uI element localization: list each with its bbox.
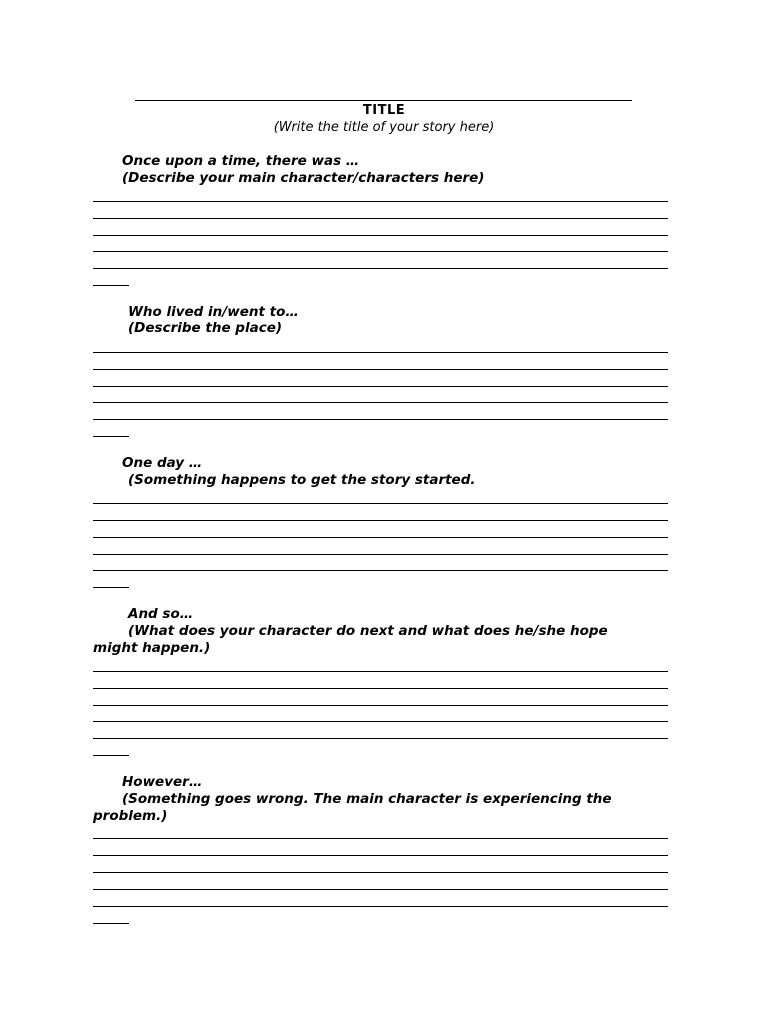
section-5-instruction: (Something goes wrong. The main character is experiencing the problem.): [93, 791, 612, 824]
section-4-writing-line[interactable]: [93, 688, 668, 689]
page-title: TITLE: [362, 103, 406, 118]
section-4-writing-line-end[interactable]: [93, 755, 129, 756]
section-5-writing-line[interactable]: [93, 906, 668, 907]
section-3-writing-line[interactable]: [93, 537, 668, 538]
section-3-instruction: (Something happens to get the story started.: [128, 472, 476, 488]
section-4-writing-line[interactable]: [93, 705, 668, 706]
section-2-heading: Who lived in/went to…: [128, 304, 299, 320]
section-4-heading: And so…: [128, 606, 194, 622]
section-2-writing-line[interactable]: [93, 402, 668, 403]
section-1-writing-line[interactable]: [93, 218, 668, 219]
section-2-writing-line[interactable]: [93, 419, 668, 420]
section-3-writing-line[interactable]: [93, 554, 668, 555]
section-2-writing-line[interactable]: [93, 352, 668, 353]
title-instruction: (Write the title of your story here): [273, 120, 495, 135]
section-1-writing-line[interactable]: [93, 251, 668, 252]
section-5-writing-line[interactable]: [93, 889, 668, 890]
section-2-writing-line[interactable]: [93, 386, 668, 387]
section-4-writing-line[interactable]: [93, 721, 668, 722]
section-4-writing-line[interactable]: [93, 671, 668, 672]
section-1-writing-line[interactable]: [93, 201, 668, 202]
section-1-writing-line-end[interactable]: [93, 285, 129, 286]
section-3-heading: One day …: [122, 455, 203, 471]
section-1-writing-line[interactable]: [93, 235, 668, 236]
section-2-writing-line[interactable]: [93, 369, 668, 370]
section-5-writing-line-end[interactable]: [93, 923, 129, 924]
section-3-writing-line[interactable]: [93, 503, 668, 504]
section-5-writing-line[interactable]: [93, 872, 668, 873]
section-5-heading: However…: [122, 774, 203, 790]
section-3-writing-line-end[interactable]: [93, 587, 129, 588]
section-2-writing-line-end[interactable]: [93, 436, 129, 437]
title-writing-line[interactable]: [135, 100, 632, 101]
section-1-instruction: (Describe your main character/characters here): [122, 170, 485, 186]
section-1-writing-line[interactable]: [93, 268, 668, 269]
section-5-writing-line[interactable]: [93, 838, 668, 839]
section-3-writing-line[interactable]: [93, 520, 668, 521]
section-1-heading: Once upon a time, there was …: [122, 153, 360, 169]
section-3-writing-line[interactable]: [93, 570, 668, 571]
section-4-instruction: (What does your character do next and what does he/she hope might happen.): [93, 623, 608, 656]
section-2-instruction: (Describe the place): [128, 320, 283, 336]
section-4-writing-line[interactable]: [93, 738, 668, 739]
section-5-writing-line[interactable]: [93, 855, 668, 856]
